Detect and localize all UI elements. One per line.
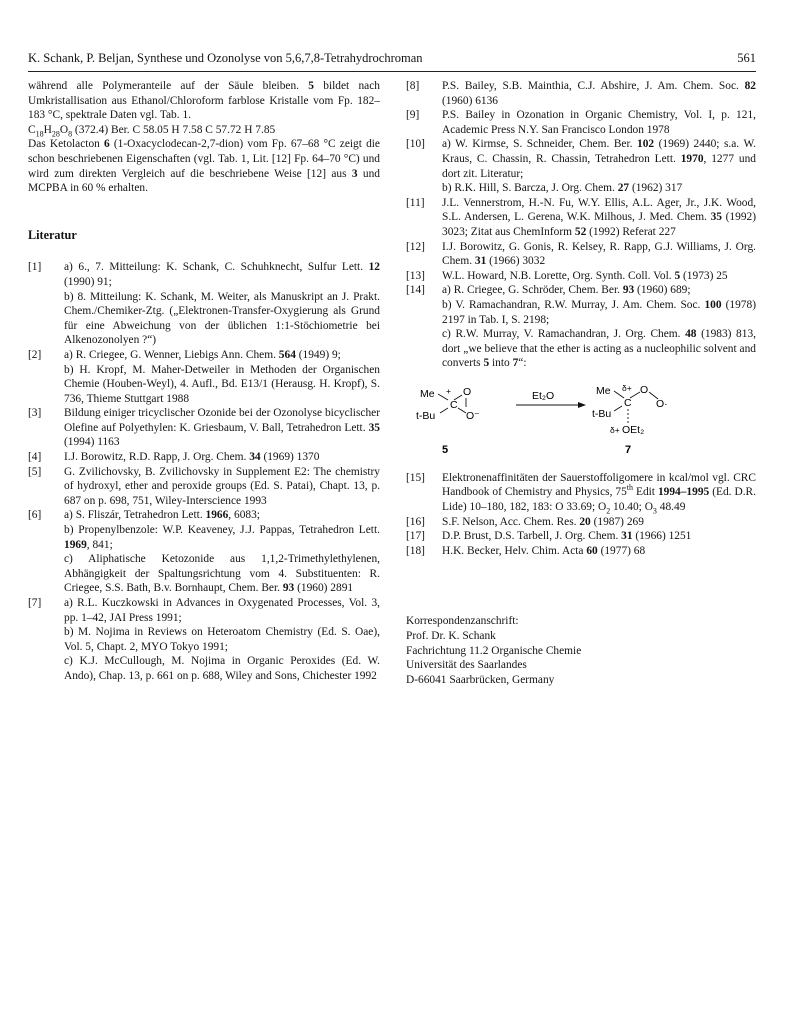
tbu-label-right: t-Bu bbox=[592, 407, 612, 420]
reference-line: W.L. Howard, N.B. Lorette, Org. Synth. Coll. Vol. 5 (1973) 25 bbox=[442, 269, 728, 282]
intro-paragraph: während alle Polymeranteile auf der Säule bleiben. 5 bildet nach Umkristallisation aus Ethanol/Chloroform farblose Kristalle vom Fp. 182–183 °C, spektrale Daten vgl. Tab. 1. $C_{18}H_{28}O_8$ (372.4) Ber. C 58.05 H 7.58 C 57.72 H 7.85 bbox=[28, 80, 380, 139]
reference-line: I.J. Borowitz, G. Gonis, R. Kelsey, R. Rapp, G.J. Williams, J. Org. Chem. 31 (1966) 3032 bbox=[442, 240, 756, 268]
tbu-label-left: t-Bu bbox=[416, 409, 436, 422]
section-heading-literatur: Literatur bbox=[28, 227, 77, 242]
reaction-scheme bbox=[406, 381, 756, 457]
page-number: 561 bbox=[737, 51, 756, 65]
reference-item bbox=[28, 465, 380, 509]
right-column bbox=[406, 79, 756, 687]
reference-number: [17] bbox=[406, 530, 425, 543]
header-rule bbox=[28, 71, 756, 72]
reference-line: H.K. Becker, Helv. Chim. Acta 60 (1977) 68 bbox=[442, 544, 646, 557]
reference-number: [6] bbox=[28, 509, 42, 522]
molecular-formula: $C_{18}H_{28}O_8$ (372.4) Ber. C 58.05 H 7.58 C 57.72 H 7.85 bbox=[28, 123, 276, 139]
compound-number-7: 7 bbox=[625, 443, 632, 456]
reference-item bbox=[406, 137, 756, 195]
address-line: Korrespondenzanschrift: bbox=[406, 615, 519, 628]
oxygen-radical-label: O· bbox=[656, 397, 668, 410]
delta-plus-bottom: δ+ bbox=[610, 424, 620, 435]
reference-number: [16] bbox=[406, 515, 425, 528]
reference-number: [5] bbox=[28, 465, 42, 478]
reference-item bbox=[406, 283, 756, 371]
reference-item bbox=[28, 348, 380, 406]
reference-number: [11] bbox=[406, 196, 425, 209]
carbon-label-right: C bbox=[624, 396, 632, 409]
reference-number: [10] bbox=[406, 138, 425, 151]
reference-line: S.F. Nelson, Acc. Chem. Res. 20 (1987) 269 bbox=[442, 515, 644, 528]
reference-list bbox=[28, 260, 380, 683]
bond bbox=[440, 408, 448, 413]
reference-item bbox=[406, 544, 756, 559]
reference-line: b) 8. Mitteilung: K. Schank, M. Weiter, als Manuskript an J. Prakt. Chem./Chemiker-Ztg. („Elektronen-Transfer-Oxygierung als Grund für eine Abweichung von der üblichen 1:1-Stöchiometrie bei Alkenozonolyen ?“) bbox=[64, 290, 380, 347]
delta-plus-top: δ+ bbox=[622, 382, 632, 393]
reaction-arrow-head bbox=[578, 402, 586, 408]
compound-number-5: 5 bbox=[442, 443, 449, 456]
oxide-label-left: O⁻ bbox=[466, 409, 480, 422]
reference-list-continued bbox=[406, 79, 756, 371]
reference-line: b) M. Nojima in Reviews on Heteroatom Chemistry (Ed. S. Oae), Vol. 5, Chapt. 2, MYO Tokyo 1991; bbox=[64, 626, 380, 653]
reference-item bbox=[406, 108, 756, 137]
reference-number: [7] bbox=[28, 597, 42, 609]
correspondence-address bbox=[406, 614, 756, 687]
reference-number: [2] bbox=[28, 348, 42, 361]
reference-line: c) K.J. McCullough, M. Nojima in Organic Peroxides (Ed. W. Ando), Chap. 13, p. 661 on p. 688, Wiley and Sons, Chichester 1992 bbox=[64, 655, 380, 682]
reference-number: [3] bbox=[28, 407, 42, 420]
reference-number: [14] bbox=[406, 284, 425, 297]
plus-charge: + bbox=[446, 385, 451, 396]
reference-line: I.J. Borowitz, R.D. Rapp, J. Org. Chem. 34 (1969) 1370 bbox=[64, 451, 320, 464]
bond bbox=[614, 406, 622, 411]
reference-list-end bbox=[406, 515, 756, 559]
reference-item bbox=[28, 508, 380, 596]
reaction-scheme-drawing bbox=[406, 381, 756, 457]
ether-label: OEt₂ bbox=[622, 423, 645, 436]
reference-line: P.S. Bailey in Ozonation in Organic Chemistry, Vol. I, p. 121, Academic Press N.Y. San Francisco London 1978 bbox=[442, 109, 756, 136]
reference-line: G. Zvilichovsky, B. Zvilichovsky in Supplement E2: The chemistry of hydroxyl, ether and peroxide groups (Ed. S. Patai), Chapt. 13, p. 687 on p. 698, 751, Wiley-Interscience 1993 bbox=[64, 465, 380, 507]
address-line: Prof. Dr. K. Schank bbox=[406, 630, 496, 643]
me-label-right: Me bbox=[596, 384, 611, 397]
reference-item bbox=[406, 529, 756, 544]
reference-line: a) R. Criegee, G. Wenner, Liebigs Ann. Chem. 564 (1949) 9; bbox=[64, 348, 341, 361]
reference-line: b) V. Ramachandran, R.W. Murray, J. Am. Chem. Soc. 100 (1978) 2197 in Tab. I, S. 2198; bbox=[442, 298, 756, 326]
running-title: K. Schank, P. Beljan, Synthese und Ozonolyse von 5,6,7,8-Tetrahydrochroman bbox=[28, 51, 423, 65]
oxygen-label-left: O bbox=[463, 385, 472, 398]
reference-item bbox=[406, 79, 756, 108]
reference-item bbox=[406, 515, 756, 530]
reference-line: a) R.L. Kuczkowski in Advances in Oxygenated Processes, Vol. 3, pp. 1–42, JAI Press 1991; bbox=[64, 597, 380, 624]
reference-number: [13] bbox=[406, 269, 425, 282]
reference-line: b) H. Kropf, M. Maher-Detweiler in Methoden der Organischen Chemie (Houben-Weyl), 4. Aufl., Bd. E13/1 (Herausg. H. Kropf), S. 736, Thieme Stuttgart 1988 bbox=[64, 363, 380, 405]
reference-item bbox=[406, 269, 756, 284]
reference-item bbox=[406, 240, 756, 269]
left-column bbox=[28, 79, 380, 684]
address-line: Universität des Saarlandes bbox=[406, 659, 527, 672]
reference-line: Bildung einiger tricyclischer Ozonide bei der Ozonolyse bicyclischer Olefine auf Polyethylen: K. Griesbaum, V. Ball, Tetrahedron Lett. 35 (1994) 1163 bbox=[64, 407, 380, 449]
reference-item bbox=[28, 596, 380, 684]
reference-number: [18] bbox=[406, 544, 425, 557]
reference-line: c) Aliphatische Ketozonide aus 1,1,2-Trimethylethylenen, Abhängigkeit der Spaltungsrichtung vom 4. Substituenten: R. Criegee, S.S. Bath, B.v. Bornhaupt, Chem. Ber. 93 (1960) 2891 bbox=[64, 553, 380, 595]
reference-line: a) R. Criegee, G. Schröder, Chem. Ber. 93 (1960) 689; bbox=[442, 284, 691, 297]
oxygen-label-right: O bbox=[640, 383, 649, 396]
reference-number: [4] bbox=[28, 451, 42, 464]
reference-line: a) 6., 7. Mitteilung: K. Schank, C. Schuhknecht, Sulfur Lett. 12 (1990) 91; bbox=[64, 261, 380, 288]
reference-line: a) S. Fliszár, Tetrahedron Lett. 1966, 6083; bbox=[64, 509, 260, 522]
reference-number: [8] bbox=[406, 80, 420, 92]
address-line: D-66041 Saarbrücken, Germany bbox=[406, 673, 555, 686]
reference-line: c) R.W. Murray, V. Ramachandran, J. Org. Chem. 48 (1983) 813, dort „we believe that the ether is acting as a nucleophilic solvent and converts 5 into 7“: bbox=[442, 328, 756, 370]
reference-line: D.P. Brust, D.S. Tarbell, J. Org. Chem. 31 (1966) 1251 bbox=[442, 530, 692, 543]
reference-item bbox=[28, 260, 380, 348]
me-label-left: Me bbox=[420, 387, 435, 400]
reference-item bbox=[406, 196, 756, 240]
reference-line: b) Propenylbenzole: W.P. Keaveney, J.J. Pappas, Tetrahedron Lett. 1969, 841; bbox=[64, 524, 380, 551]
reference-line: a) W. Kirmse, S. Schneider, Chem. Ber. 102 (1969) 2440; s.a. W. Kraus, C. Chassin, R. Chassin, Tetrahedron Lett. 1970, 1277 und dort zit. Literatur; bbox=[442, 138, 757, 180]
reference-number: [12] bbox=[406, 240, 425, 253]
reference-15: [15] Elektronenaffinitäten der Sauerstoffoligomere in kcal/mol vgl. CRC Handbook of Chemistry and Physics, 75th Edit 1994–1995 (Ed. D.R. Lide) 10–180, 182, 183: O 33.69; $O_2$ 10.40; $O_3$ 48.49 bbox=[406, 471, 756, 516]
reference-number: [1] bbox=[28, 261, 42, 274]
reference-line: J.L. Vennerstrom, H.-N. Fu, W.Y. Ellis, A.L. Ager, Jr., J.K. Wood, S.L. Andersen, L. Gerena, W.K. Milhous, J. Med. Chem. 35 (1992) 3023; Zitat aus ChemInform 52 (1992) Referat 227 bbox=[442, 196, 757, 238]
address-line: Fachrichtung 11.2 Organische Chemie bbox=[406, 644, 582, 657]
reagent-label: Et₂O bbox=[532, 389, 555, 402]
ketolacton-paragraph: Das Ketolacton 6 (1-Oxacyclodecan-2,7-dion) vom Fp. 67–68 °C zeigt die schon beschriebenen Eigenschaften (vgl. Tab. 1, Lit. [12] Fp. 64–70 °C) und wird zum direkten Vergleich auf die beschriebene Weise [12] aus 3 und MCPBA in 60 % erhalten. bbox=[28, 138, 380, 195]
reference-item bbox=[28, 406, 380, 450]
carbon-label-left: C bbox=[450, 398, 458, 411]
reference-item bbox=[28, 450, 380, 465]
bond bbox=[458, 408, 466, 413]
reference-number: [9] bbox=[406, 109, 420, 122]
reference-line: P.S. Bailey, S.B. Mainthia, C.J. Abshire, J. Am. Chem. Soc. 82 (1960) 6136 bbox=[442, 80, 756, 107]
reference-line: b) R.K. Hill, S. Barcza, J. Org. Chem. 27 (1962) 317 bbox=[442, 182, 683, 195]
